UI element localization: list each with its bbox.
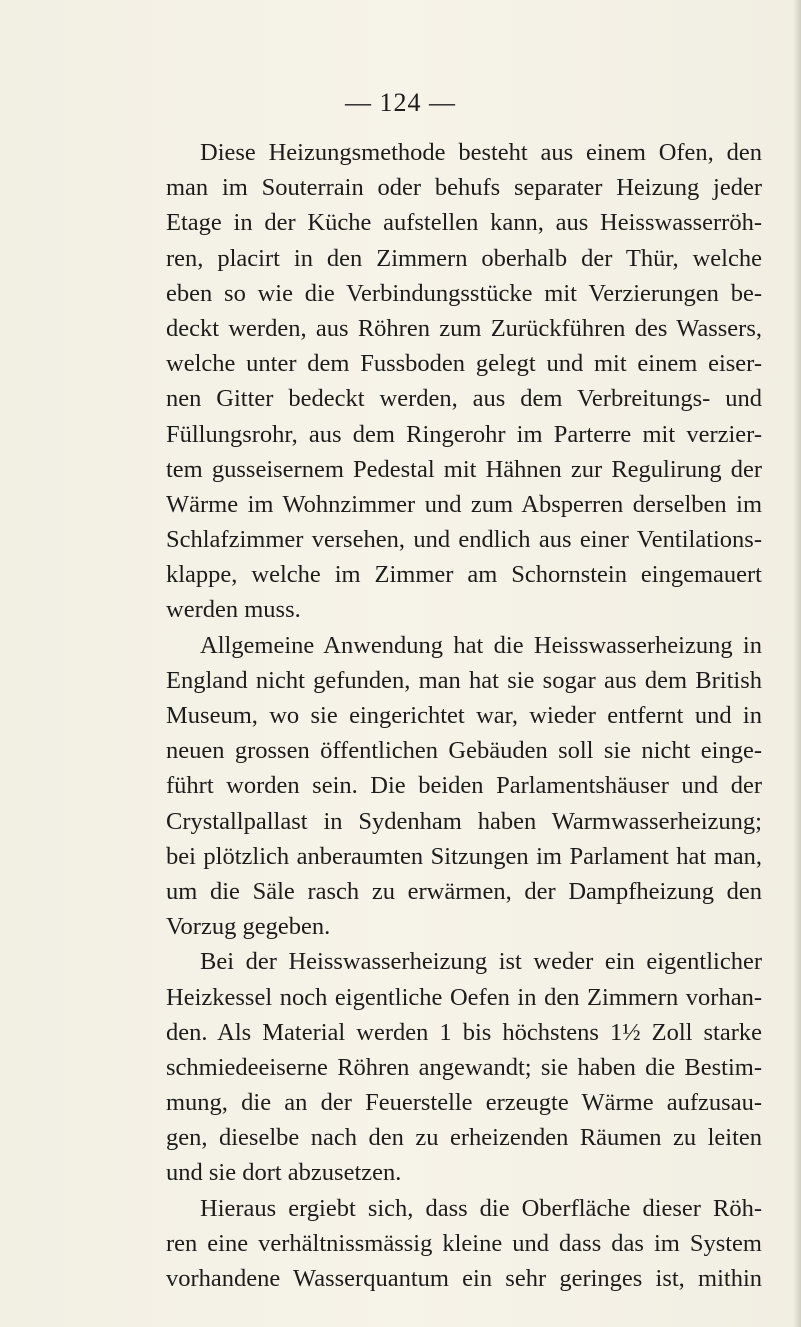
text-line: Vorzug gegeben. — [166, 913, 331, 941]
text-line: neuen grossen öffentlichen Gebäuden soll sie nicht einge- — [166, 737, 762, 765]
text-line: ren, placirt in den Zimmern oberhalb der Thür, welche — [166, 244, 762, 272]
text-line: um die Säle rasch zu erwärmen, der Dampfheizung den — [166, 877, 762, 905]
text-line: Schlafzimmer versehen, und endlich aus einer Ventilations- — [166, 526, 762, 554]
text-line: eben so wie die Verbindungsstücke mit Verzierungen be- — [166, 279, 762, 307]
text-line: Bei der Heisswasserheizung ist weder ein eigentlicher — [200, 948, 762, 976]
text-line: mung, die an der Feuerstelle erzeugte Wärme aufzusau- — [166, 1089, 762, 1117]
text-line: welche unter dem Fussboden gelegt und mit einem eiser- — [166, 350, 762, 378]
body-text — [166, 135, 762, 1296]
text-line: Füllungsrohr, aus dem Ringerohr im Parterre mit verzier- — [166, 420, 762, 448]
text-line: deckt werden, aus Röhren zum Zurückführen des Wassers, — [166, 314, 762, 342]
text-line: Etage in der Küche aufstellen kann, aus Heisswasserröh- — [166, 209, 762, 237]
text-line: klappe, welche im Zimmer am Schornstein eingemauert — [166, 561, 762, 589]
paragraph — [166, 1191, 762, 1297]
text-line: den. Als Material werden 1 bis höchstens 1½ Zoll starke — [166, 1018, 762, 1046]
text-line: Crystallpallast in Sydenham haben Warmwasserheizung; — [166, 807, 762, 835]
text-line: gen, dieselbe nach den zu erheizenden Räumen zu leiten — [166, 1124, 762, 1152]
paragraph — [166, 135, 762, 628]
text-line: Hieraus ergiebt sich, dass die Oberfläche dieser Röh- — [200, 1194, 762, 1222]
text-line: ren eine verhältnissmässig kleine und dass das im System — [166, 1229, 762, 1257]
text-line: Heizkessel noch eigentliche Oefen in den Zimmern vorhan- — [166, 983, 762, 1011]
text-line: England nicht gefunden, man hat sie sogar aus dem British — [166, 666, 762, 694]
text-line: und sie dort abzusetzen. — [166, 1159, 402, 1187]
text-line: werden muss. — [166, 596, 301, 624]
text-line: bei plötzlich anberaumten Sitzungen im Parlament hat man, — [166, 842, 762, 870]
page-edge-shadow — [793, 0, 801, 1327]
text-line: Wärme im Wohnzimmer und zum Absperren derselben im — [166, 490, 762, 518]
text-line: nen Gitter bedeckt werden, aus dem Verbreitungs- und — [166, 385, 762, 413]
text-line: vorhandene Wasserquantum ein sehr geringes ist, mithin — [166, 1265, 762, 1292]
paragraph — [166, 944, 762, 1190]
text-line: führt worden sein. Die beiden Parlamentshäuser und der — [166, 772, 762, 800]
text-line: Allgemeine Anwendung hat die Heisswasserheizung in — [200, 631, 762, 659]
text-line: Museum, wo sie eingerichtet war, wieder entfernt und in — [166, 702, 762, 729]
text-line: schmiedeeiserne Röhren angewandt; sie haben die Bestim- — [166, 1053, 762, 1081]
text-line: Diese Heizungsmethode besteht aus einem Ofen, den — [200, 139, 762, 166]
text-line: tem gusseisernem Pedestal mit Hähnen zur Regulirung der — [166, 455, 762, 483]
text-line: man im Souterrain oder behufs separater Heizung jeder — [166, 174, 762, 202]
page-number: — 124 — — [345, 88, 456, 117]
paragraph — [166, 628, 762, 945]
